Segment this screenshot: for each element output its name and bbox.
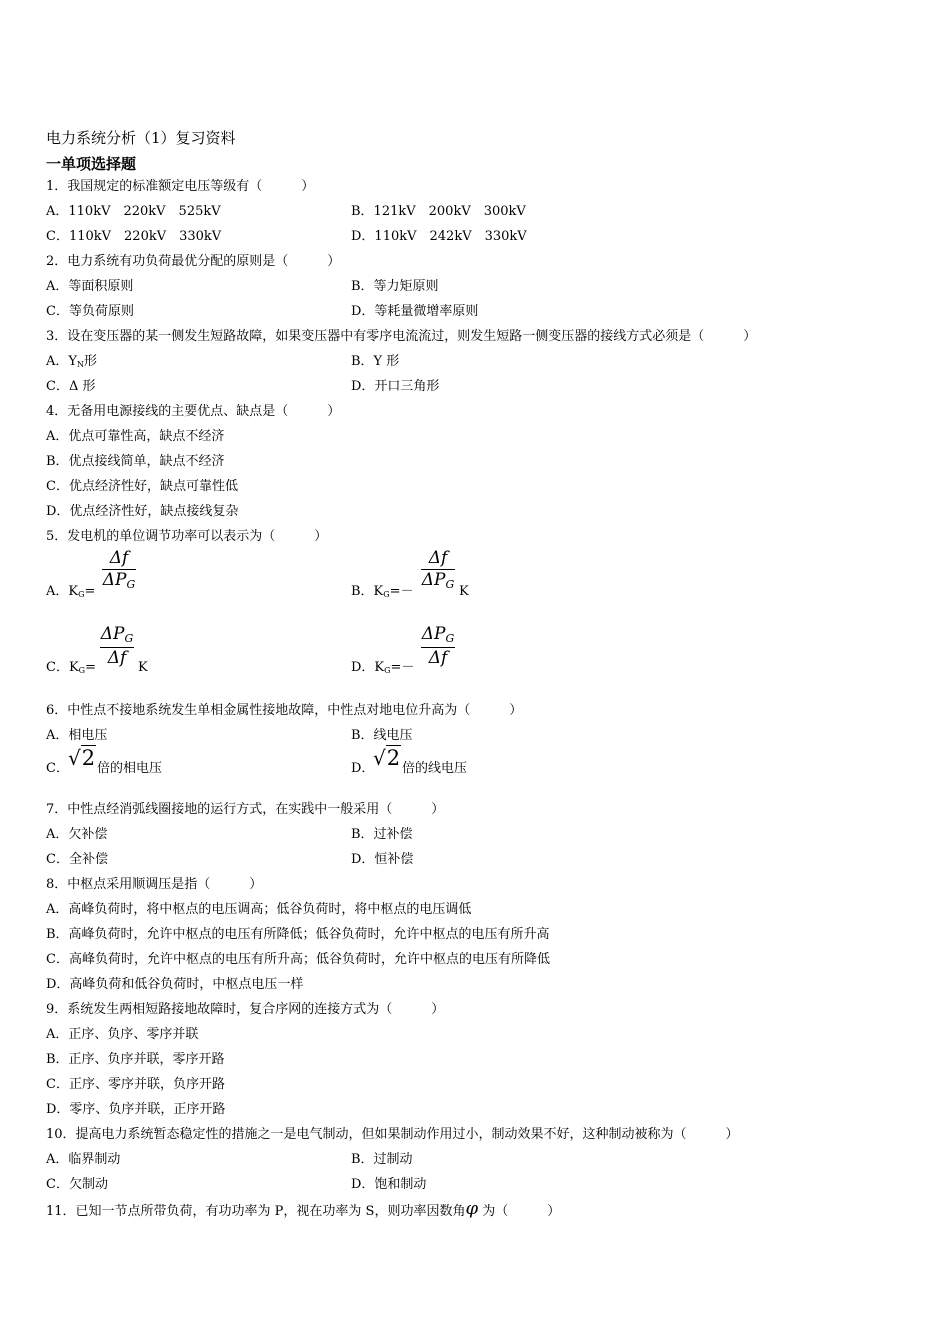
question-2-option-d: D．等耗量微增率原则 xyxy=(351,304,479,319)
delta-p: ΔP xyxy=(100,624,125,644)
question-5-option-a xyxy=(46,583,95,604)
subscript-n: N xyxy=(76,360,84,369)
question-8-option-a: A．高峰负荷时，将中枢点的电压调高；低谷负荷时，将中枢点的电压调低 xyxy=(46,902,472,917)
question-1-option-a: A．110kV 220kV 525kV xyxy=(46,204,221,219)
option-b-k-suffix: K xyxy=(459,584,469,599)
subscript-g: G xyxy=(445,578,455,591)
question-7-option-b: B．过补偿 xyxy=(351,827,413,842)
numerator: Δf xyxy=(109,548,129,568)
denominator: Δf xyxy=(107,648,127,668)
question-9-stem: 9．系统发生两相短路接地故障时，复合序网的连接方式为（ ） xyxy=(46,1002,445,1017)
question-7-option-d: D．恒补偿 xyxy=(351,852,414,867)
denominator: Δf xyxy=(428,648,448,668)
question-6-option-d-label: D． xyxy=(351,761,375,776)
question-1-option-c: C．110kV 220kV 330kV xyxy=(46,229,222,244)
sqrt-two-symbol xyxy=(373,746,401,770)
option-a-prefix: A．Y xyxy=(46,354,77,369)
question-5-stem: 5．发电机的单位调节功率可以表示为（ ） xyxy=(46,529,328,544)
stem-text-end: 为（ ） xyxy=(478,1204,561,1219)
question-4-option-a: A．优点可靠性高，缺点不经济 xyxy=(46,429,225,444)
question-6-option-c-text: 倍的相电压 xyxy=(97,761,163,776)
question-3-option-c: C．Δ 形 xyxy=(46,379,96,394)
radicand: 2 xyxy=(81,746,96,770)
question-11-stem xyxy=(46,1200,560,1221)
denominator xyxy=(421,570,455,591)
question-4-option-b: B．优点接线简单，缺点不经济 xyxy=(46,454,225,469)
question-3-stem: 3．设在变压器的某一侧发生短路故障，如果变压器中有零序电流流过，则发生短路一侧变压器的接线方式必须是（ ） xyxy=(46,329,757,344)
subscript-g: G xyxy=(384,666,391,675)
question-4-option-d: D．优点经济性好，缺点接线复杂 xyxy=(46,504,239,519)
delta-p: ΔP xyxy=(421,624,446,644)
question-5-option-c xyxy=(46,659,96,680)
question-1-option-b: B．121kV 200kV 300kV xyxy=(351,204,526,219)
stem-text: 11．已知一节点所带负荷，有功功率为 P，视在功率为 S，则功率因数角 xyxy=(46,1204,466,1219)
question-10-option-c: C．欠制动 xyxy=(46,1177,108,1192)
question-2-option-b: B．等力矩原则 xyxy=(351,279,439,294)
numerator xyxy=(100,624,134,645)
question-5-option-d xyxy=(351,659,414,680)
question-8-option-c: C．高峰负荷时，允许中枢点的电压有所升高；低谷负荷时，允许中枢点的电压有所降低 xyxy=(46,952,550,967)
question-8-stem: 8．中枢点采用顺调压是指（ ） xyxy=(46,877,263,892)
question-8-option-b: B．高峰负荷时，允许中枢点的电压有所降低；低谷负荷时，允许中枢点的电压有所升高 xyxy=(46,927,550,942)
question-4-option-c: C．优点经济性好，缺点可靠性低 xyxy=(46,479,238,494)
question-3-option-a xyxy=(46,353,97,374)
question-6-option-b: B．线电压 xyxy=(351,728,413,743)
denominator xyxy=(102,570,136,591)
question-4-stem: 4．无备用电源接线的主要优点、缺点是（ ） xyxy=(46,404,341,419)
numerator: Δf xyxy=(428,548,448,568)
option-c-k-suffix: K xyxy=(138,660,148,675)
question-9-option-b: B．正序、负序并联，零序开路 xyxy=(46,1052,225,1067)
subscript-g: G xyxy=(78,666,86,675)
radical-sign: √ xyxy=(373,746,386,770)
question-8-option-d: D．高峰负荷和低谷负荷时，中枢点电压一样 xyxy=(46,977,304,992)
phi-symbol: φ xyxy=(465,1198,479,1219)
question-7-stem: 7．中性点经消弧线圈接地的运行方式，在实践中一般采用（ ） xyxy=(46,802,445,817)
question-6-stem: 6．中性点不接地系统发生单相金属性接地故障，中性点对地电位升高为（ ） xyxy=(46,703,523,718)
question-2-stem: 2．电力系统有功负荷最优分配的原则是（ ） xyxy=(46,254,341,269)
question-10-option-b: B．过制动 xyxy=(351,1152,413,1167)
question-10-stem: 10．提高电力系统暂态稳定性的措施之一是电气制动，但如果制动作用过小，制动效果不好，这种制动被称为（ ） xyxy=(46,1127,739,1142)
radicand: 2 xyxy=(386,746,401,770)
subscript-g: G xyxy=(445,632,455,645)
delta-p: ΔP xyxy=(102,570,127,590)
sqrt-two-symbol xyxy=(68,746,96,770)
question-2-option-a: A．等面积原则 xyxy=(46,279,134,294)
equals-sign: = xyxy=(84,584,96,599)
numerator xyxy=(421,624,455,645)
subscript-g: G xyxy=(78,590,85,599)
subscript-g: G xyxy=(383,590,390,599)
k-symbol: A．K xyxy=(46,584,79,599)
equals-sign: = xyxy=(85,660,96,675)
question-10-option-d: D．饱和制动 xyxy=(351,1177,427,1192)
k-symbol: D．K xyxy=(351,660,385,675)
question-7-option-a: A．欠补偿 xyxy=(46,827,108,842)
equals-minus-sign: =－ xyxy=(389,584,414,599)
document-title: 电力系统分析（1）复习资料 xyxy=(46,129,236,147)
equals-minus-sign: =－ xyxy=(390,660,415,675)
k-symbol: C．K xyxy=(46,660,79,675)
question-9-option-a: A．正序、负序、零序并联 xyxy=(46,1027,199,1042)
question-9-option-d: D．零序、负序并联，正序开路 xyxy=(46,1102,226,1117)
question-3-option-d: D．开口三角形 xyxy=(351,379,440,394)
delta-p: ΔP xyxy=(421,570,446,590)
question-6-option-a: A．相电压 xyxy=(46,728,108,743)
question-1-stem: 1．我国规定的标准额定电压等级有（ ） xyxy=(46,179,315,194)
question-3-option-b: B．Y 形 xyxy=(351,354,400,369)
question-6-option-c-label: C． xyxy=(46,761,69,776)
question-10-option-a: A．临界制动 xyxy=(46,1152,121,1167)
question-6-option-d-text: 倍的线电压 xyxy=(402,761,468,776)
section-heading: 一单项选择题 xyxy=(46,155,137,173)
question-9-option-c: C．正序、零序并联，负序开路 xyxy=(46,1077,225,1092)
option-a-suffix: 形 xyxy=(83,354,97,369)
k-symbol: B．K xyxy=(351,584,384,599)
radical-sign: √ xyxy=(68,746,81,770)
question-5-option-b xyxy=(351,583,414,604)
subscript-g: G xyxy=(126,578,136,591)
question-1-option-d: D．110kV 242kV 330kV xyxy=(351,229,527,244)
question-7-option-c: C．全补偿 xyxy=(46,852,108,867)
question-2-option-c: C．等负荷原则 xyxy=(46,304,134,319)
subscript-g: G xyxy=(124,632,134,645)
